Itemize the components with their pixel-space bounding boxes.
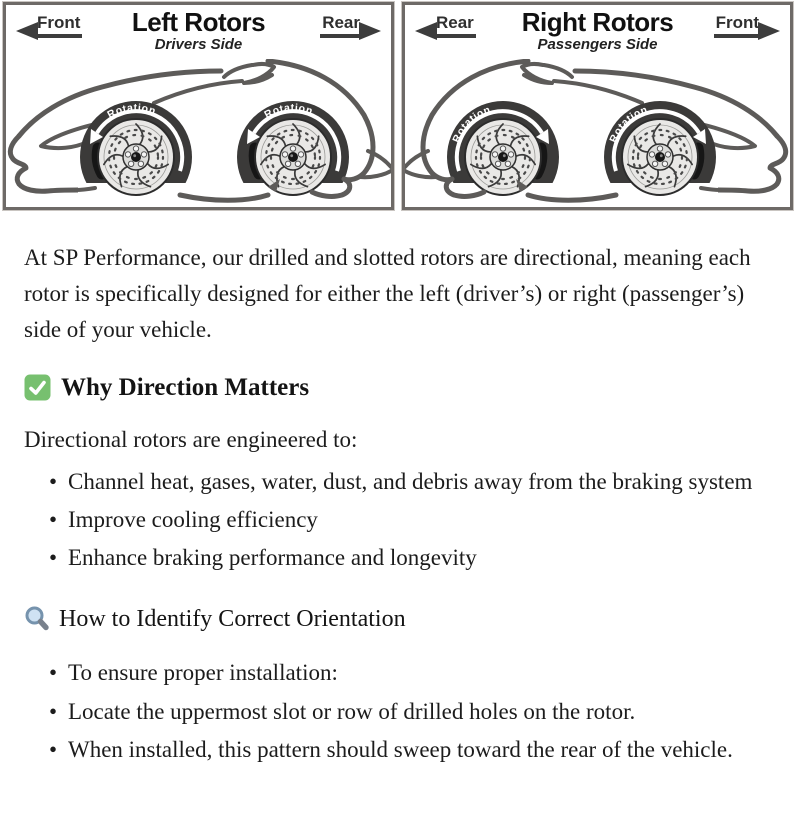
list-item: • To ensure proper installation: [68,655,768,691]
car-illustration-left [6,59,391,207]
car-illustration-right [405,59,790,207]
diagram-panel-right [402,2,793,210]
panel-right-header [405,5,790,59]
list-item: • Channel heat, gases, water, dust, and debris away from the braking system [68,464,768,500]
direction-label-front [714,13,780,38]
panel-title: Left Rotors [131,7,266,37]
list-item: • Improve cooling efficiency [68,502,768,538]
section-lead: Directional rotors are engineered to: [24,426,358,452]
panel-left-header [6,5,391,59]
direction-label-text: Front [35,13,82,38]
section-title: How to Identify Correct Orientation [59,606,406,633]
list-item: • Locate the uppermost slot or row of drilled holes on the rotor. [68,694,768,730]
magnifying-glass-icon [24,606,51,633]
direction-label-rear [320,13,381,38]
intro-paragraph: At SP Performance, our drilled and slotted rotors are directional, meaning each rotor is specifically designed for either the left (driver’s) or right (passenger’s) side of your vehicle. [24,245,751,342]
rotor-direction-diagram [0,0,800,210]
list-item: • Enhance braking performance and longevity [68,540,768,576]
direction-label-text: Front [714,13,761,38]
direction-label-text: Rear [434,13,476,38]
section-heading-why-direction-matters [24,374,772,402]
arrow-right-icon [758,22,780,40]
direction-label-text: Rear [320,13,362,38]
rotation-label: Rotation [450,103,493,145]
arrow-right-icon [359,22,381,40]
panel-title: Right Rotors [521,7,674,37]
rotation-label: Rotation [262,101,315,122]
rotation-label: Rotation [105,101,158,122]
article [0,226,800,820]
section-heading-identify-orientation [24,606,772,633]
rotation-label: Rotation [607,103,650,145]
orientation-list [24,655,772,768]
diagram-panel-left [3,2,394,210]
check-mark-icon [24,374,51,401]
panel-subtitle: Passengers Side [537,36,658,54]
panel-subtitle: Drivers Side [154,36,243,54]
benefits-list [24,464,772,577]
section-title: Why Direction Matters [61,373,310,401]
list-item: • When installed, this pattern should sweep toward the rear of the vehicle. [68,732,768,768]
